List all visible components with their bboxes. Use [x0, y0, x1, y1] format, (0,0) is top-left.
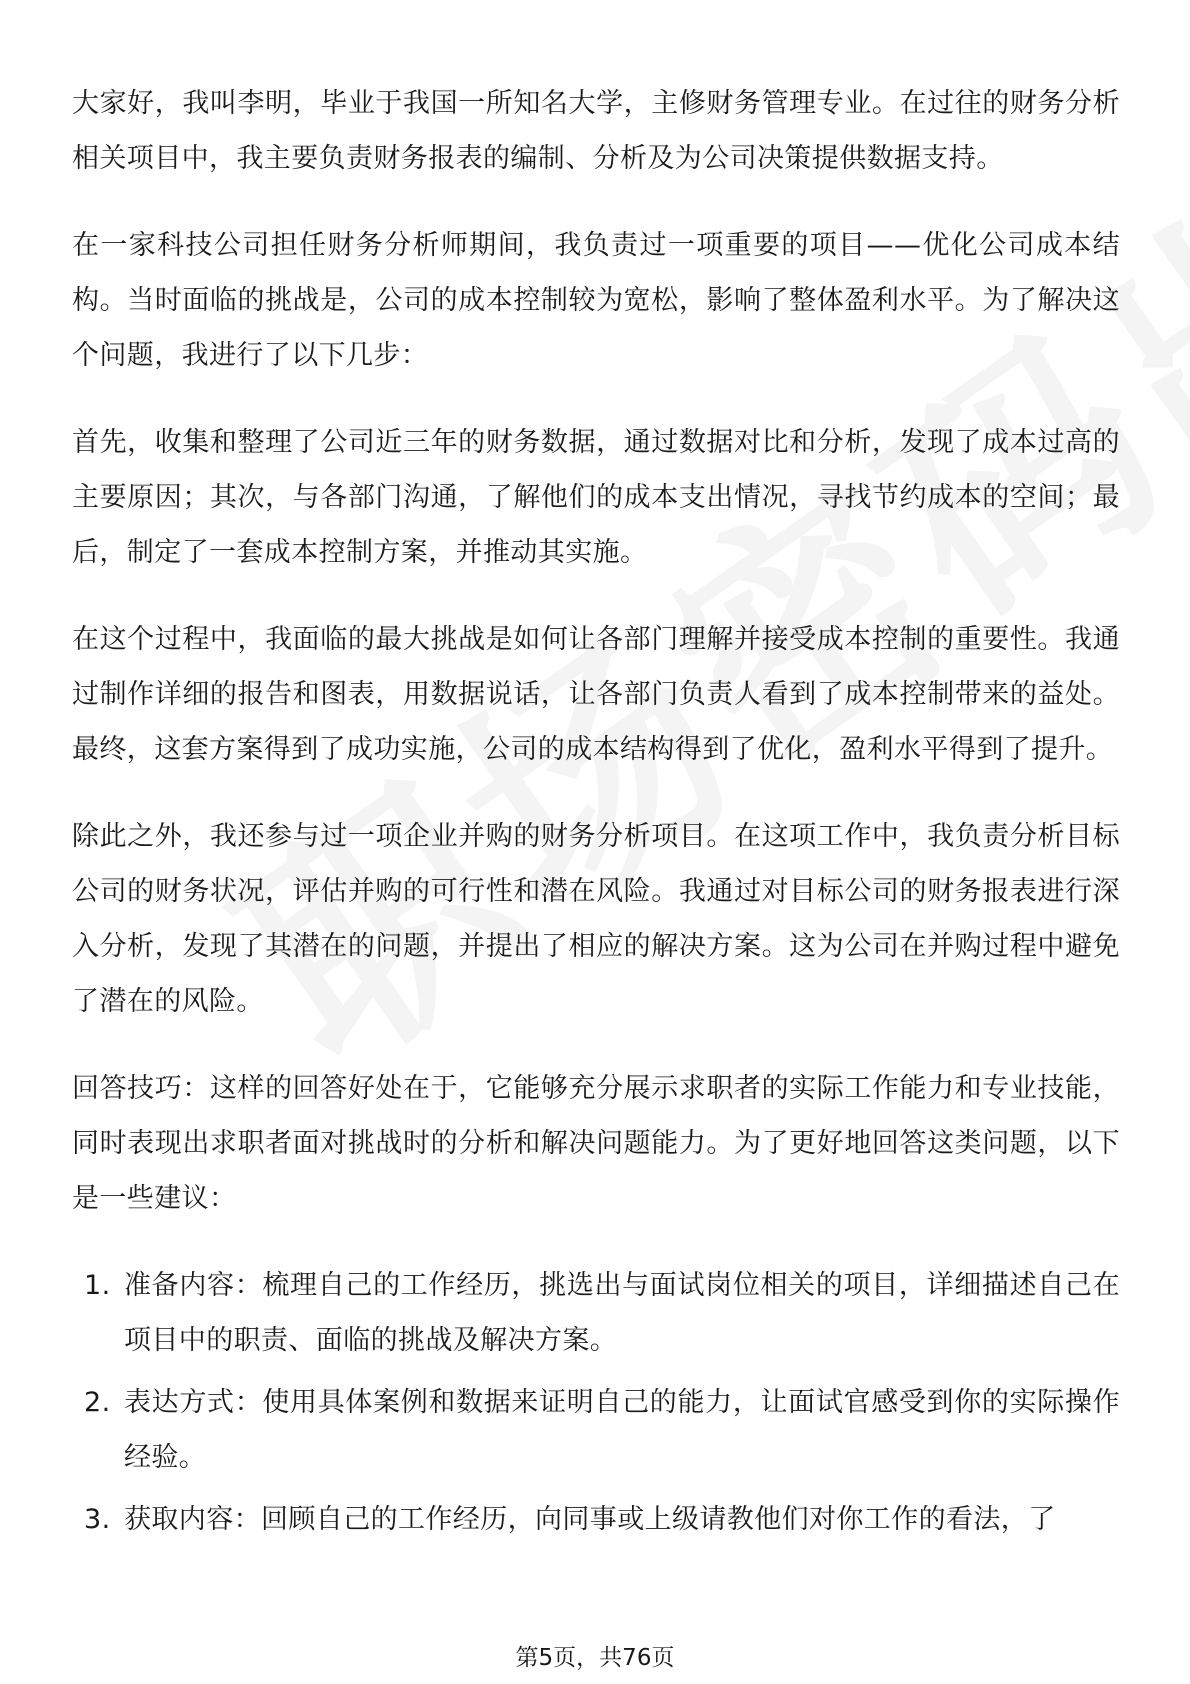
- list-number: 3.: [84, 1504, 111, 1535]
- suggestion-list: [72, 1258, 1120, 1547]
- paragraph-project: 在一家科技公司担任财务分析师期间，我负责过一项重要的项目——优化公司成本结构。当时面临的挑战是，公司的成本控制较为宽松，影响了整体盈利水平。为了解决这个问题，我进行了以下几步：: [72, 230, 1120, 371]
- list-number: 1.: [84, 1270, 111, 1301]
- page-content: [72, 76, 1120, 1554]
- page-footer: 第5页，共76页: [515, 1645, 675, 1671]
- paragraph-steps: 首先，收集和整理了公司近三年的财务数据，通过数据对比和分析，发现了成本过高的主要原因；其次，与各部门沟通，了解他们的成本支出情况，寻找节约成本的空间；最后，制定了一套成本控制方案，并推动其实施。: [72, 427, 1120, 568]
- list-item-text: 获取内容：回顾自己的工作经历，向同事或上级请教他们对你工作的看法，了: [124, 1504, 1056, 1535]
- list-item: [72, 1258, 1120, 1368]
- paragraph-merger: 除此之外，我还参与过一项企业并购的财务分析项目。在这项工作中，我负责分析目标公司的财务状况，评估并购的可行性和潜在风险。我通过对目标公司的财务报表进行深入分析，发现了其潜在的问题，并提出了相应的解决方案。这为公司在并购过程中避免了潜在的风险。: [72, 821, 1120, 1017]
- list-item: [72, 1375, 1120, 1485]
- paragraph-challenge: 在这个过程中，我面临的最大挑战是如何让各部门理解并接受成本控制的重要性。我通过制作详细的报告和图表，用数据说话，让各部门负责人看到了成本控制带来的益处。最终，这套方案得到了成功实施，公司的成本结构得到了优化，盈利水平得到了提升。: [72, 624, 1120, 765]
- list-item: [72, 1492, 1120, 1547]
- paragraph-intro: 大家好，我叫李明，毕业于我国一所知名大学，主修财务管理专业。在过往的财务分析相关项目中，我主要负责财务报表的编制、分析及为公司决策提供数据支持。: [72, 88, 1120, 174]
- list-item-text: 表达方式：使用具体案例和数据来证明自己的能力，让面试官感受到你的实际操作经验。: [124, 1387, 1120, 1473]
- paragraph-tips: 回答技巧：这样的回答好处在于，它能够充分展示求职者的实际工作能力和专业技能，同时表现出求职者面对挑战时的分析和解决问题能力。为了更好地回答这类问题，以下是一些建议：: [72, 1073, 1120, 1214]
- list-item-text: 准备内容：梳理自己的工作经历，挑选出与面试岗位相关的项目，详细描述自己在项目中的职责、面临的挑战及解决方案。: [124, 1270, 1120, 1356]
- list-number: 2.: [84, 1387, 111, 1418]
